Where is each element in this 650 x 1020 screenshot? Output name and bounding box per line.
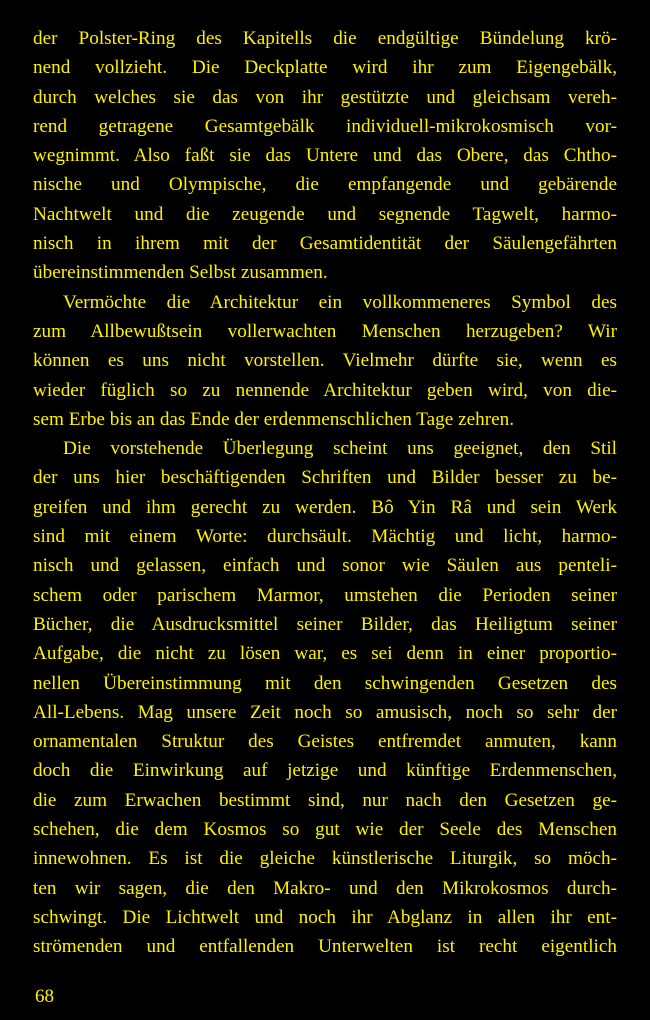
text-line: ornamentalen Struktur des Geistes entfremdet anmuten, kann — [33, 731, 617, 753]
text-line: Nachtwelt und die zeugende und segnende Tagwelt, harmo- — [33, 203, 617, 225]
text-line: zum Allbewußtsein vollerwachten Menschen herzugeben? Wir — [33, 320, 617, 342]
page-number: 68 — [35, 986, 54, 1007]
text-line: nisch und gelassen, einfach und sonor wie Säulen aus penteli- — [33, 555, 617, 577]
text-line: strömenden und entfallenden Unterwelten ist recht eigentlich — [33, 936, 617, 958]
text-line: sem Erbe bis an das Ende der erdenmenschlichen Tage zehren. — [33, 408, 514, 430]
text-line: Die vorstehende Überlegung scheint uns geeignet, den Stil — [63, 438, 617, 460]
text-line: nellen Übereinstimmung mit den schwingenden Gesetzen des — [33, 672, 617, 694]
text-line: der uns hier beschäftigenden Schriften und Bilder besser zu be- — [33, 467, 617, 489]
text-line: Bücher, die Ausdrucksmittel seiner Bilder, das Heiligtum seiner — [33, 613, 617, 635]
body-text — [33, 24, 617, 962]
text-line: der Polster-Ring des Kapitells die endgültige Bündelung krö- — [33, 28, 617, 49]
text-line: wegnimmt. Also faßt sie das Untere und das Obere, das Chtho- — [33, 145, 617, 167]
text-line: die zum Erwachen bestimmt sind, nur nach den Gesetzen ge- — [33, 789, 617, 811]
text-line: nisch in ihrem mit der Gesamtidentität der Säulengefährten — [33, 233, 617, 255]
text-line: innewohnen. Es ist die gleiche künstlerische Liturgik, so möch- — [33, 848, 617, 870]
text-line: rend getragene Gesamtgebälk individuell-mikrokosmisch vor- — [33, 115, 617, 137]
paragraph — [33, 434, 617, 961]
text-line: schehen, die dem Kosmos so gut wie der Seele des Menschen — [33, 819, 617, 841]
text-line: schem oder parischem Marmor, umstehen die Perioden seiner — [33, 584, 617, 606]
text-line: durch welches sie das von ihr gestützte und gleichsam vereh- — [33, 86, 617, 108]
paragraph — [33, 24, 617, 288]
paragraph — [33, 288, 617, 434]
text-line: schwingt. Die Lichtwelt und noch ihr Abglanz in allen ihr ent- — [33, 906, 617, 928]
text-line: ten wir sagen, die den Makro- und den Mikrokosmos durch- — [33, 877, 617, 899]
text-line: können es uns nicht vorstellen. Vielmehr dürfte sie, wenn es — [33, 350, 617, 372]
text-line: übereinstimmenden Selbst zusammen. — [33, 262, 328, 284]
text-line: wieder füglich so zu nennende Architektur geben wird, von die- — [33, 379, 617, 401]
text-line: nische und Olympische, die empfangende und gebärende — [33, 174, 617, 196]
text-line: nend vollzieht. Die Deckplatte wird ihr zum Eigengebälk, — [33, 57, 617, 79]
text-line: sind mit einem Worte: durchsäult. Mächtig und licht, harmo- — [33, 526, 617, 548]
text-line: Vermöchte die Architektur ein vollkommeneres Symbol des — [63, 291, 617, 313]
text-line: Aufgabe, die nicht zu lösen war, es sei denn in einer proportio- — [33, 643, 617, 665]
text-line: greifen und ihm gerecht zu werden. Bô Yin Râ und sein Werk — [33, 496, 617, 518]
text-line: All-Lebens. Mag unsere Zeit noch so amusisch, noch so sehr der — [33, 701, 617, 723]
text-line: doch die Einwirkung auf jetzige und künftige Erdenmenschen, — [33, 760, 617, 782]
